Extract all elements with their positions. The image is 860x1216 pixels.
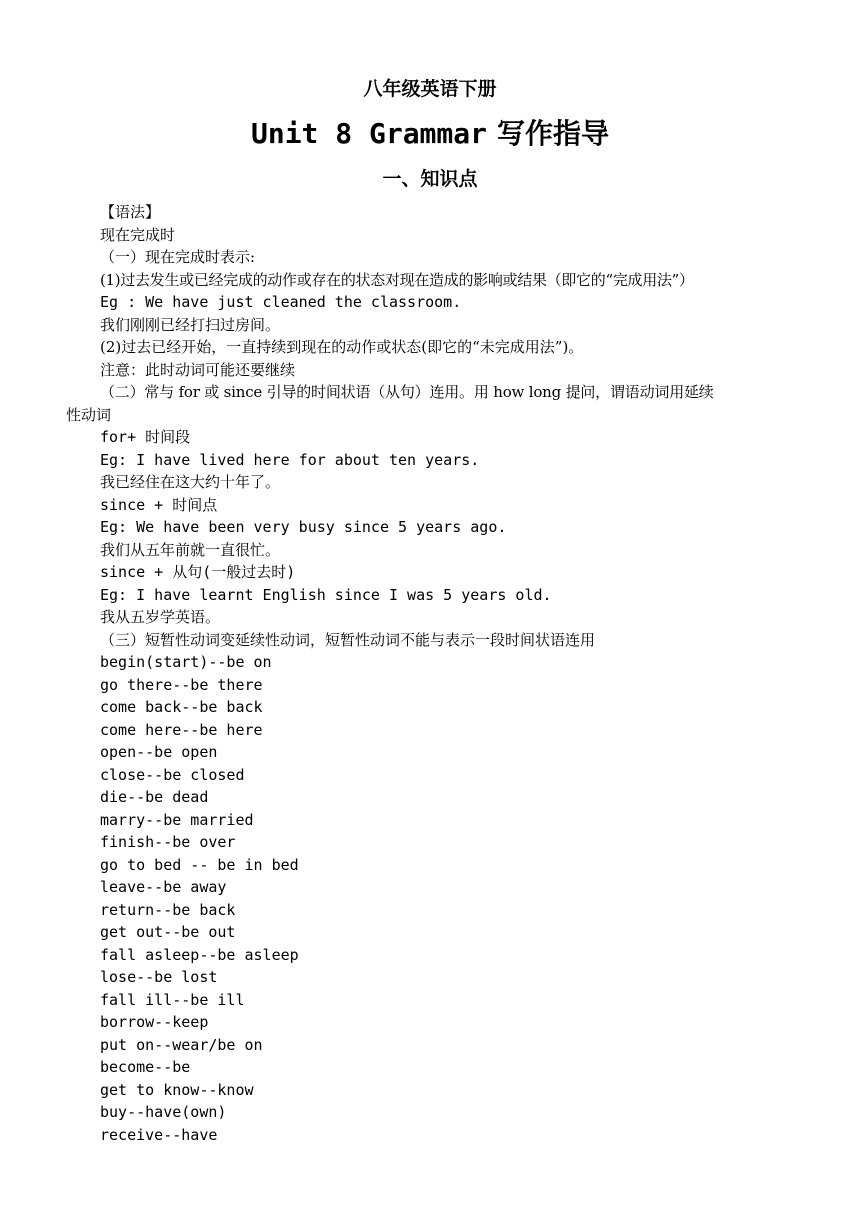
verb-pair: begin(start)--be on — [100, 653, 272, 671]
verb-pair: come back--be back — [100, 698, 263, 716]
verb-pair: open--be open — [100, 743, 218, 761]
example-sentence: Eg: We have been very busy since 5 years ago. — [100, 518, 507, 536]
verb-pair: close--be closed — [100, 765, 245, 784]
example-translation: 我从五岁学英语。 — [100, 608, 221, 626]
title-english: Unit 8 Grammar — [250, 117, 487, 150]
example-translation: 我已经住在这大约十年了。 — [100, 473, 281, 491]
example-translation: 我们从五年前就一直很忙。 — [100, 540, 281, 559]
verb-pair: leave--be away — [100, 878, 227, 896]
verb-pair: get to know--know — [100, 1080, 254, 1099]
body-line: (1)过去发生或已经完成的动作或存在的状态对现在造成的影响或结果（即它的“完成用法”） — [100, 270, 694, 289]
subsection-heading: （二）常与 for 或 since 引导的时间状语（从句）连用。用 how long 提问，谓语动词用延续 — [100, 383, 714, 401]
example-translation: 我们刚刚已经打扫过房间。 — [100, 315, 281, 334]
subsection-heading: （一）现在完成时表示: — [100, 248, 256, 266]
section-label: 【语法】 — [100, 203, 161, 221]
verb-pair: marry--be married — [100, 810, 254, 829]
verb-pair: fall ill--be ill — [100, 990, 245, 1009]
verb-pair: buy--have(own) — [100, 1103, 227, 1121]
verb-pair: receive--have — [100, 1125, 218, 1144]
verb-pair: finish--be over — [100, 833, 236, 851]
verb-pair: come here--be here — [100, 720, 263, 739]
title-chinese: 写作指导 — [497, 117, 610, 150]
subsection-heading-continued: 性动词 — [66, 405, 112, 424]
document-body — [0, 201, 860, 1146]
verb-pair: get out--be out — [100, 923, 236, 941]
verb-pair: lose--be lost — [100, 968, 218, 986]
verb-pair: go there--be there — [100, 675, 263, 694]
document-title — [0, 112, 860, 156]
verb-pair: put on--wear/be on — [100, 1035, 263, 1054]
document-subtitle: 八年级英语下册 — [363, 78, 497, 100]
example-sentence: Eg : We have just cleaned the classroom. — [100, 293, 462, 311]
verb-pair: become--be — [100, 1058, 191, 1076]
subsection-heading: （三）短暂性动词变延续性动词，短暂性动词不能与表示一段时间状语连用 — [100, 630, 596, 649]
verb-pair: fall asleep--be asleep — [100, 945, 299, 964]
example-sentence: Eg: I have lived here for about ten years. — [100, 450, 480, 469]
rule-line: since + 从句(一般过去时) — [100, 563, 296, 581]
rule-line: for+ 时间段 — [100, 428, 191, 446]
rule-line: since + 时间点 — [100, 495, 218, 514]
grammar-topic: 现在完成时 — [100, 225, 176, 244]
verb-pair: die--be dead — [100, 788, 209, 806]
note-line: 注意：此时动词可能还要继续 — [100, 360, 296, 379]
verb-pair: return--be back — [100, 900, 236, 919]
verb-pair: borrow--keep — [100, 1013, 209, 1031]
body-line: (2)过去已经开始，一直持续到现在的动作或状态(即它的“未完成用法”)。 — [100, 338, 584, 356]
section-heading: 一、知识点 — [382, 168, 478, 190]
verb-pair: go to bed -- be in bed — [100, 855, 299, 874]
example-sentence: Eg: I have learnt English since I was 5 years old. — [100, 585, 552, 604]
